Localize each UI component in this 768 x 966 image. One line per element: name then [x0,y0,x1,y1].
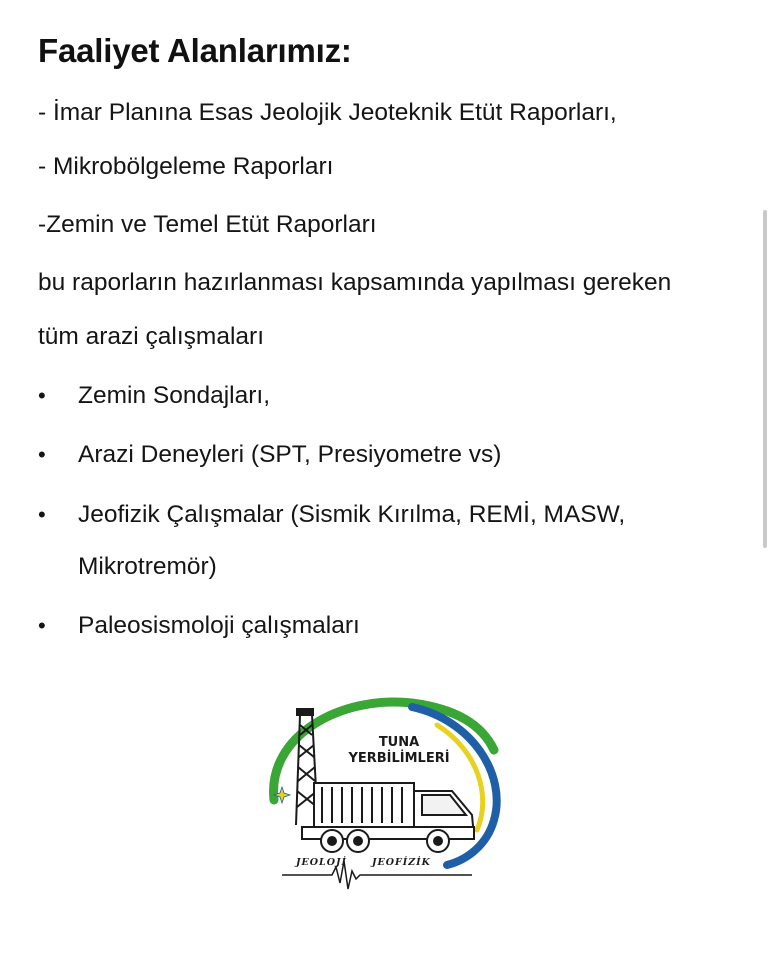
list-item-text-continuation: Mikrotremör) [78,553,217,580]
text-line-mikrobolgeleme: - Mikrobölgeleme Raporları [38,153,334,180]
bullet-icon: • [38,442,46,467]
page-title: Faaliyet Alanlarımız: [38,32,352,69]
text-line-intro-cont: tüm arazi çalışmaları [38,323,265,350]
list-item-text: Zemin Sondajları, [78,382,271,409]
vertical-scrollbar[interactable] [763,210,767,548]
logo-title [344,735,454,767]
text-line-intro: bu raporların hazırlanması kapsamında yapılması gereken [38,269,672,296]
list-item-text: Arazi Deneyleri (SPT, Presiyometre vs) [78,441,502,468]
text-line-zemin-temel: -Zemin ve Temel Etüt Raporları [38,211,377,238]
logo-subtitle-jeofizik: JEOFİZİK [372,857,431,868]
list-item-text: Paleosismoloji çalışmaları [78,612,360,639]
truck-icon [302,783,474,852]
list-item-text: Jeofizik Çalışmalar (Sismik Kırılma, REMİ, MASW, [78,501,626,528]
bullet-icon: • [38,502,46,527]
bullet-icon: • [38,613,46,638]
logo-subtitle-jeoloji: JEOLOJİ [296,857,347,868]
company-logo [262,695,512,895]
logo-title-line2: YERBİLİMLERİ [348,751,450,766]
text-line-imar: - İmar Planına Esas Jeolojik Jeoteknik Etüt Raporları, [38,99,617,126]
bullet-icon: • [38,383,46,408]
logo-title-line1: TUNA [378,735,420,750]
